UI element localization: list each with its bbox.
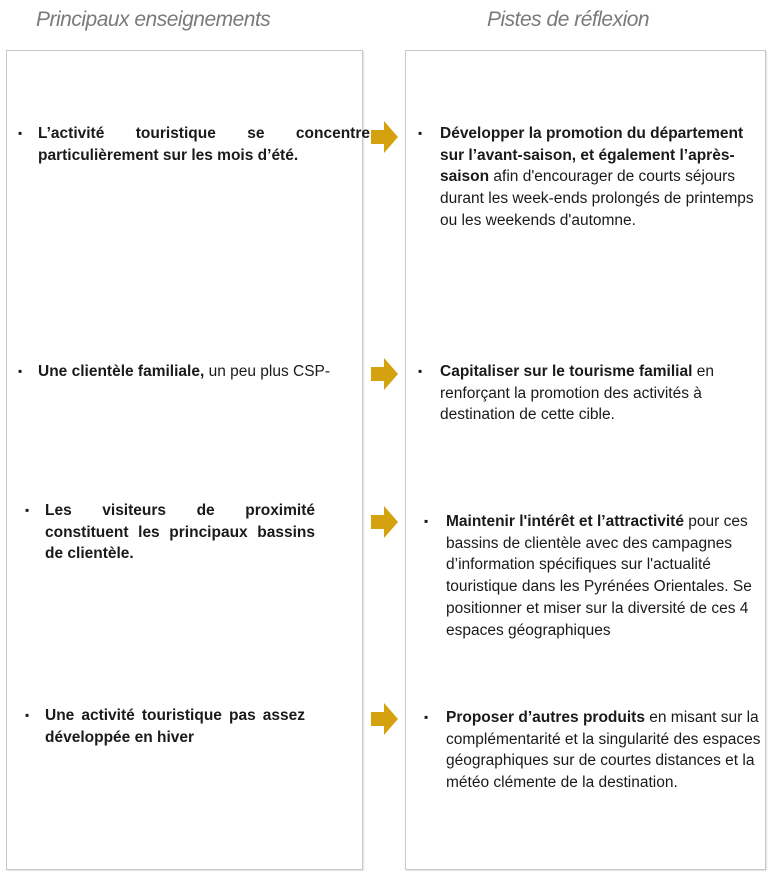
action-bold-text: Proposer d’autres produits (446, 709, 645, 726)
finding-bold-text: Une activité touristique pas assez développée en hiver (45, 707, 305, 746)
action-bold-text: Développer la promotion du département sur l’avant-saison, et également l’après-saison (440, 125, 744, 186)
finding-bold-text: Une clientèle familiale, (38, 363, 205, 380)
finding-bold-text: L’activité touristique se concentre particulièrement sur les mois d’été. (38, 125, 370, 164)
column-title-actions: Pistes de réflexion (487, 8, 650, 31)
right-arrow-icon (371, 358, 398, 390)
action-bold-text: Maintenir l'intérêt et l’attractivité (446, 513, 684, 530)
bullet-icon: ▪ (18, 126, 23, 140)
bullet-icon: ▪ (18, 364, 23, 378)
bullet-icon: ▪ (25, 708, 30, 722)
finding-item (18, 361, 370, 383)
action-text: pour ces bassins de clientèle avec des campagnes d’information spécifiques sur l'actualité touristique dans les Pyrénées Orientales. Se positionner et miser sur la diversité de ces 4 espaces géographiques (446, 513, 752, 639)
column-title-findings: Principaux enseignements (36, 8, 271, 31)
finding-bold-text: Les visiteurs de proximité constituent les principaux bassins de clientèle. (45, 502, 315, 563)
action-bold-text: Capitaliser sur le tourisme familial (440, 363, 693, 380)
action-text: en misant sur la complémentarité et la singularité des espaces géographiques sur de courtes distances et la météo clémente de la destination. (446, 709, 761, 792)
right-arrow-icon (371, 703, 398, 735)
action-item (418, 123, 770, 232)
finding-item (25, 500, 315, 565)
bullet-icon: ▪ (418, 126, 423, 140)
action-item (424, 511, 770, 641)
bullet-icon: ▪ (424, 514, 429, 528)
bullet-icon: ▪ (418, 364, 423, 378)
bullet-icon: ▪ (25, 503, 30, 517)
finding-item (18, 123, 370, 166)
finding-item (25, 705, 305, 748)
action-text: en renforçant la promotion des activités à destination de cette cible. (440, 363, 714, 424)
bullet-icon: ▪ (424, 710, 429, 724)
right-arrow-icon (371, 121, 398, 153)
right-arrow-icon (371, 506, 398, 538)
action-item (418, 361, 770, 426)
action-item (424, 707, 770, 794)
finding-text: un peu plus CSP- (204, 363, 331, 380)
action-text: afin d'encourager de courts séjours durant les week-ends prolongés de printemps ou les weekends d'automne. (440, 168, 754, 229)
